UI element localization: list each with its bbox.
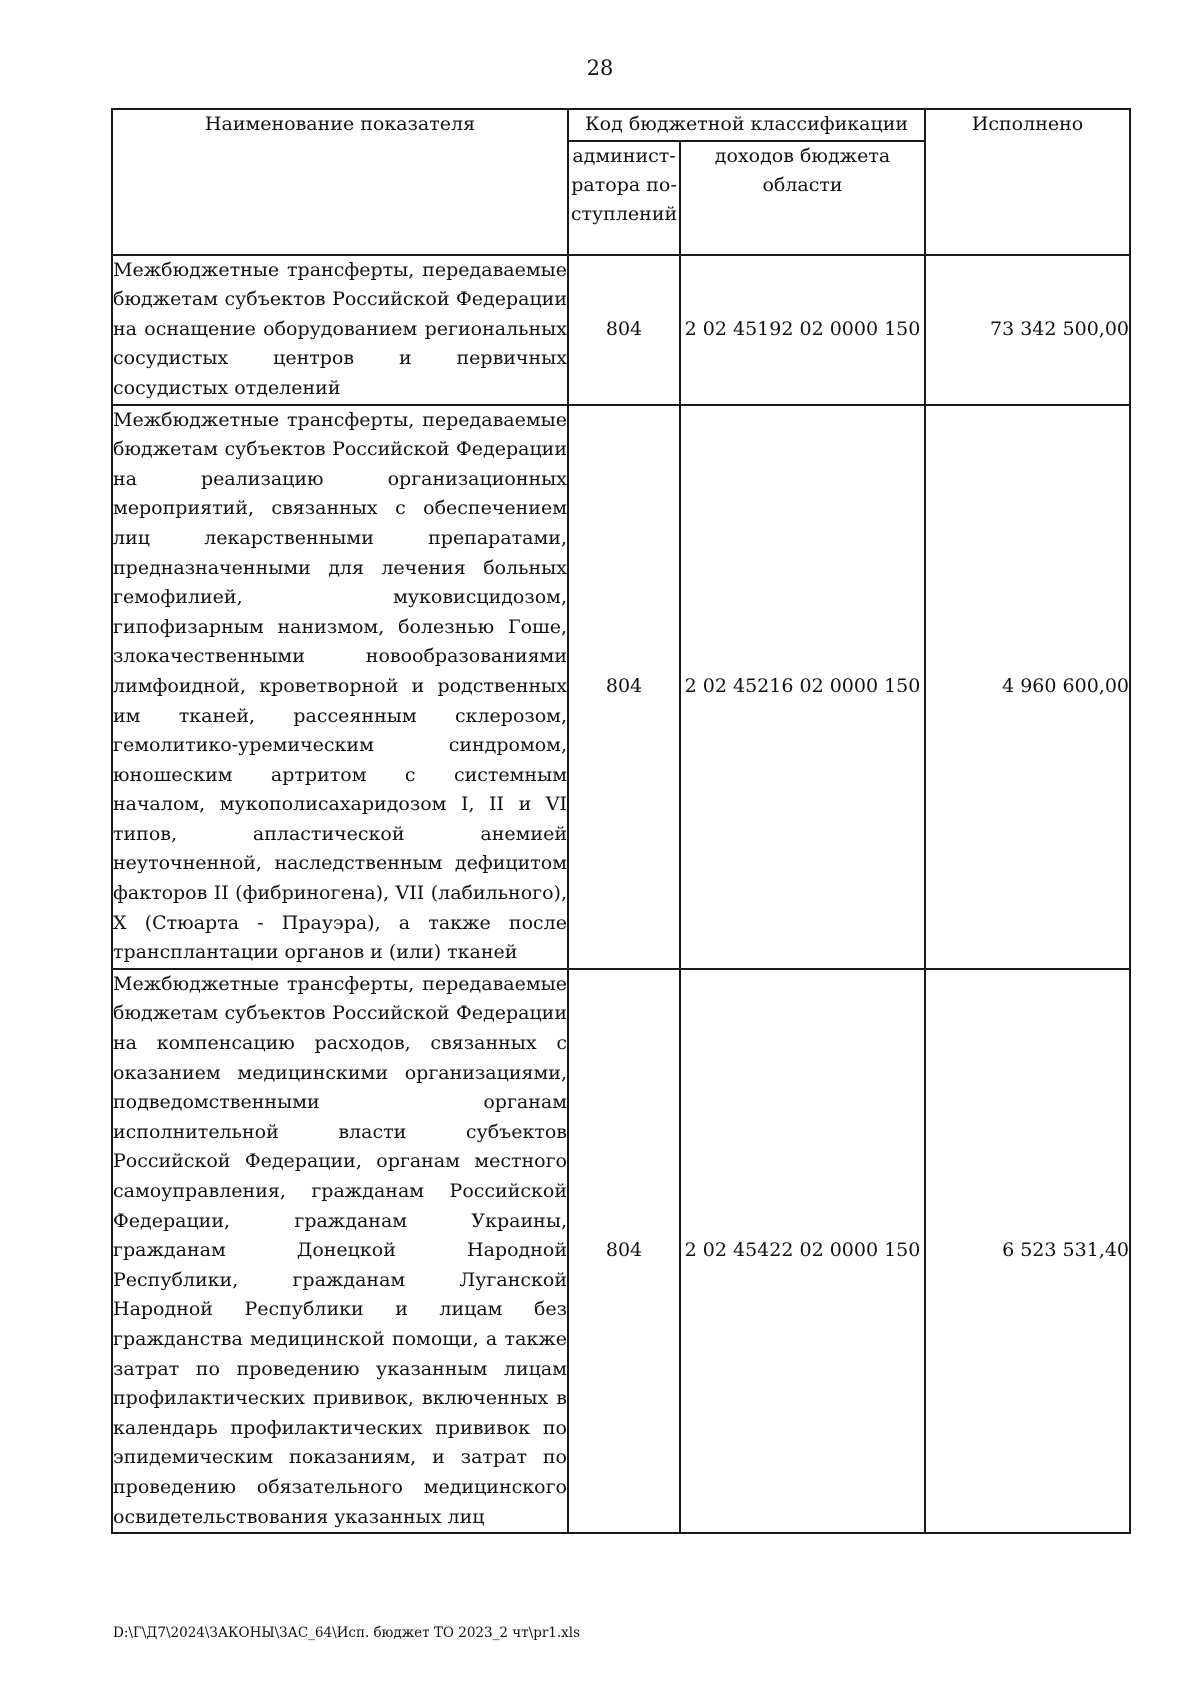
page-number: 28 (586, 56, 614, 80)
header-budget-classification: Код бюджетной классификации (568, 109, 925, 141)
header-administrator: админист-ратора по-ступлений (568, 141, 680, 255)
row-revenue-code: 2 02 45422 02 0000 150 (680, 969, 925, 1533)
header-revenue-code: доходов бюджета области (680, 141, 925, 255)
row-administrator-code: 804 (568, 255, 680, 405)
row-indicator-name: Межбюджетные трансферты, передаваемые бюджетам субъектов Российской Федерации на оснащение оборудованием региональных сосудистых центров и первичных сосудистых отделений (112, 255, 568, 405)
row-executed-amount: 73 342 500,00 (925, 255, 1130, 405)
table-row (112, 969, 1130, 1533)
table-row (112, 405, 1130, 969)
row-administrator-code: 804 (568, 405, 680, 969)
row-revenue-code: 2 02 45192 02 0000 150 (680, 255, 925, 405)
row-executed-amount: 4 960 600,00 (925, 405, 1130, 969)
header-executed: Исполнено (925, 109, 1130, 255)
file-path-footer: D:\Г\Д7\2024\ЗАКОНЫ\ЗАС_64\Исп. бюджет ТО 2023_2 чт\pr1.xls (113, 1625, 581, 1641)
budget-table (111, 108, 1131, 1534)
row-revenue-code: 2 02 45216 02 0000 150 (680, 405, 925, 969)
table-row (112, 255, 1130, 405)
row-indicator-name: Межбюджетные трансферты, передаваемые бюджетам субъектов Российской Федерации на реализацию организационных мероприятий, связанных с обеспечением лиц лекарственными препаратами, предназначенными для лечения больных гемофилией, муковисцидозом, гипофизарным нанизмом, болезнью Гоше, злокачественными новообразованиями лимфоидной, кроветворной и родственных им тканей, рассеянным склерозом, гемолитико-уремическим синдромом, юношеским артритом с системным началом, мукополисахаридозом I, II и VI типов, апластической анемией неуточненной, наследственным дефицитом факторов II (фибриногена), VII (лабильного), X (Стюарта - Прауэра), а также после трансплантации органов и (или) тканей (112, 405, 568, 969)
header-row-top (112, 109, 1130, 141)
row-indicator-name: Межбюджетные трансферты, передаваемые бюджетам субъектов Российской Федерации на компенсацию расходов, связанных с оказанием медицинскими организациями, подведомственными органам исполнительной власти субъектов Российской Федерации, органам местного самоуправления, гражданам Российской Федерации, гражданам Украины, гражданам Донецкой Народной Республики, гражданам Луганской Народной Республики и лицам без гражданства медицинской помощи, а также затрат по проведению указанным лицам профилактических прививок, включенных в календарь профилактических прививок по эпидемическим показаниям, и затрат по проведению обязательного медицинского освидетельствования указанных лиц (112, 969, 568, 1533)
row-executed-amount: 6 523 531,40 (925, 969, 1130, 1533)
row-administrator-code: 804 (568, 969, 680, 1533)
header-indicator-name: Наименование показателя (112, 109, 568, 255)
